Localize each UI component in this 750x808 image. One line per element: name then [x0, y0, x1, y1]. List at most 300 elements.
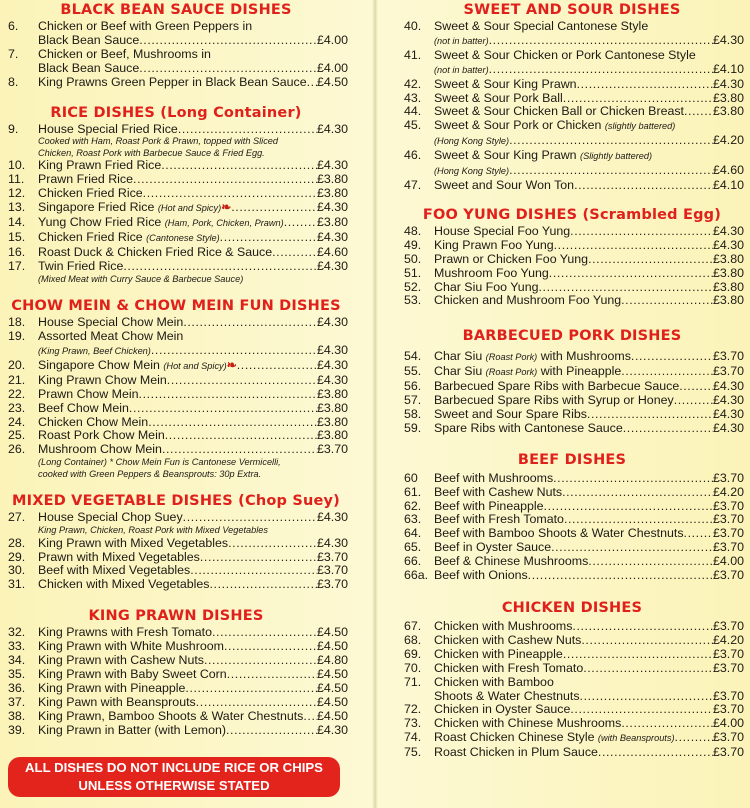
section-title: BARBECUED PORK DISHES: [462, 328, 682, 345]
item-name: Beef with Onions: [434, 568, 528, 583]
item-price: £3.80: [712, 265, 744, 280]
item-number: 58.: [404, 406, 422, 421]
item-price: £3.70: [316, 577, 348, 592]
item-number: 66.: [404, 554, 422, 569]
item-number: 36.: [8, 680, 26, 695]
menu-item: [4, 416, 348, 430]
item-price: £3.70: [712, 540, 744, 555]
item-number: 47.: [404, 177, 422, 192]
section-mixed-vegetable: [4, 492, 348, 592]
item-name: Chicken with Fresh Tomato: [434, 660, 584, 675]
menu-item: [4, 246, 348, 260]
item-description: King Prawn, Chicken, Roast Pork with Mixed Vegetables: [38, 525, 268, 536]
menu-item: [400, 569, 744, 583]
item-price: £4.10: [712, 177, 744, 192]
menu-item: [4, 159, 348, 173]
item-note: (not in batter): [434, 35, 489, 46]
item-name: Sweet & Sour King Prawn: [434, 148, 577, 163]
item-number: 9.: [8, 121, 19, 136]
item-number: 59.: [404, 420, 422, 435]
item-name: Char Siu Foo Yung: [434, 279, 539, 294]
item-name: Yung Chow Fried Rice: [38, 215, 162, 230]
item-note: (Ham, Pork, Chicken, Prawn): [164, 218, 284, 229]
menu-item: [4, 654, 348, 668]
item-price: £4.30: [316, 158, 348, 173]
item-number: 38.: [8, 708, 26, 723]
menu-item: [4, 640, 348, 654]
item-price: £4.60: [316, 244, 348, 259]
item-name: Chicken with Pineapple: [434, 646, 563, 661]
section-beef: [400, 451, 744, 583]
item-name: Char Siu: [434, 364, 483, 379]
item-name: Chicken in Oyster Sauce: [434, 702, 571, 717]
banner-line: ALL DISHES DO NOT INCLUDE RICE OR CHIPS: [25, 760, 323, 775]
menu-item: [400, 703, 744, 717]
item-name: Chicken or Beef with Green Peppers in: [38, 19, 253, 33]
item-number: 70.: [404, 660, 422, 675]
menu-item: [4, 187, 348, 201]
item-number: 30.: [8, 563, 26, 578]
item-price: £4.50: [316, 680, 348, 695]
item-name-cont: Shoots & Water Chestnuts: [434, 688, 580, 703]
item-name: Chicken with Mixed Vegetables: [38, 577, 210, 592]
item-name: Roast Chicken Chinese Style: [434, 730, 595, 745]
item-name: Sweet & Sour Chicken Ball or Chicken Breast: [434, 104, 684, 119]
item-number: 39.: [8, 722, 26, 737]
item-number: 26.: [8, 442, 26, 457]
chili-icon: ❧: [226, 357, 237, 372]
item-name: Beef with Bamboo Shoots & Water Chestnuts: [434, 526, 684, 541]
menu-item: [4, 402, 348, 416]
menu-item: [400, 676, 744, 704]
item-price: £4.30: [712, 406, 744, 421]
menu-item: [400, 513, 744, 527]
menu-item: [400, 500, 744, 514]
item-number: 54.: [404, 349, 422, 364]
item-price: £3.80: [316, 400, 348, 415]
item-note: (Roast Pork): [485, 352, 538, 363]
item-name: Chicken Fried Rice: [38, 186, 143, 201]
menu-item: [400, 408, 744, 422]
item-number: 17.: [8, 258, 26, 273]
menu-item: [400, 422, 744, 436]
item-number: 69.: [404, 646, 422, 661]
menu-item: [4, 551, 348, 565]
item-number: 7.: [8, 46, 19, 61]
item-price: £4.30: [316, 121, 348, 136]
item-price: £4.50: [316, 639, 348, 654]
item-price: £4.30: [316, 535, 348, 550]
section-sweet-sour: [400, 1, 744, 193]
item-number: 21.: [8, 372, 26, 387]
item-price: £3.80: [712, 90, 744, 105]
menu-item: [4, 374, 348, 388]
item-name: Beef Chow Mein: [38, 400, 129, 415]
item-name: Sweet & Sour King Prawn: [434, 76, 577, 91]
item-name: Prawn or Chicken Foo Yung: [434, 251, 589, 266]
item-number: 25.: [8, 428, 26, 443]
item-number: 75.: [404, 745, 422, 760]
item-number: 37.: [8, 694, 26, 709]
item-number: 73.: [404, 716, 422, 731]
item-number: 18.: [8, 315, 26, 330]
item-name: Assorted Meat Chow Mein: [38, 329, 184, 344]
item-number: 32.: [8, 625, 26, 640]
item-name: Sweet & Sour Special Cantonese Style: [434, 19, 649, 33]
item-price: £4.30: [316, 722, 348, 737]
item-price: £4.20: [712, 484, 744, 499]
menu-item: [4, 443, 348, 480]
item-name-cont: with Mushrooms: [540, 349, 631, 364]
item-name: Prawn with Mixed Vegetables: [38, 549, 200, 564]
menu-item: [4, 626, 348, 640]
menu-item: [400, 541, 744, 555]
item-number: 10.: [8, 158, 26, 173]
item-name: Chicken Fried Rice: [38, 229, 143, 244]
item-name: King Prawn Fried Rice: [38, 158, 162, 173]
item-note: (not in batter): [434, 64, 489, 75]
item-name: Chicken and Mushroom Foo Yung: [434, 293, 622, 308]
item-price: £3.80: [316, 428, 348, 443]
section-title: SWEET AND SOUR DISHES: [463, 2, 681, 18]
item-price: £3.70: [712, 470, 744, 485]
menu-item: [400, 179, 744, 193]
item-name: Sweet and Sour Spare Ribs: [434, 406, 587, 421]
item-name: Chicken with Cashew Nuts: [434, 632, 582, 647]
menu-item: [400, 350, 744, 365]
item-number: 55.: [404, 364, 422, 379]
item-name: Barbecued Spare Ribs with Syrup or Honey: [434, 393, 674, 408]
menu-item: [400, 119, 744, 149]
menu-item: [4, 330, 348, 359]
item-price: £4.50: [316, 708, 348, 723]
item-name: King Pawn with Beansprouts: [38, 694, 196, 709]
item-price: £3.70: [316, 442, 348, 457]
section-chow-mein: [4, 297, 348, 480]
item-price: £4.80: [316, 653, 348, 668]
item-name: Char Siu: [434, 349, 483, 364]
menu-item: [4, 173, 348, 187]
section-chicken: [400, 599, 744, 760]
item-number: 33.: [8, 639, 26, 654]
menu-item: [4, 260, 348, 285]
menu-item: [400, 620, 744, 634]
menu-item: [400, 92, 744, 106]
item-note: (King Prawn, Beef Chicken): [38, 346, 151, 356]
item-name: Chicken with Chinese Mushrooms: [434, 716, 622, 731]
menu-item: [4, 578, 348, 592]
item-number: 52.: [404, 279, 422, 294]
item-number: 13.: [8, 200, 26, 215]
item-number: 49.: [404, 237, 422, 252]
item-number: 28.: [8, 535, 26, 550]
menu-item: [4, 668, 348, 682]
item-number: 22.: [8, 386, 26, 401]
item-name: Prawn Fried Rice: [38, 172, 134, 187]
item-price: £4.30: [316, 357, 348, 372]
item-name: Prawn Chow Mein: [38, 386, 139, 401]
menu-item: [400, 365, 744, 380]
menu-item: [400, 472, 744, 486]
item-number: 41.: [404, 47, 422, 62]
item-price: £4.50: [316, 667, 348, 681]
item-price: £4.50: [316, 694, 348, 709]
item-number: 6.: [8, 19, 19, 33]
item-price: £4.30: [712, 379, 744, 394]
item-number: 42.: [404, 76, 422, 91]
item-number: 65.: [404, 540, 422, 555]
item-price: £4.30: [712, 32, 744, 47]
item-description: cooked with Green Peppers & Beansprouts: 30p Extra.: [38, 468, 262, 479]
menu-item: [400, 394, 744, 408]
menu-item: [4, 388, 348, 402]
item-price: £4.30: [316, 315, 348, 330]
item-price: £3.70: [712, 745, 744, 760]
item-price: £4.20: [712, 133, 744, 148]
menu-item: [400, 380, 744, 394]
page-fold: [372, 0, 378, 808]
item-name: Roast Duck & Chicken Fried Rice & Sauce: [38, 244, 273, 259]
section-king-prawn: [4, 607, 348, 737]
item-price: £4.30: [316, 510, 348, 525]
item-name: Mushroom Foo Yung: [434, 265, 549, 280]
menu-item: [400, 731, 744, 746]
item-price: £4.10: [712, 61, 744, 76]
menu-item: [400, 253, 744, 267]
item-description: (Long Container) * Chow Mein Fun is Cantonese Vermicelli,: [38, 457, 281, 468]
item-name: Barbecued Spare Ribs with Barbecue Sauce: [434, 379, 680, 394]
item-name: Roast Pork Chow Mein: [38, 428, 165, 443]
menu-item: [4, 682, 348, 696]
item-note: (Roast Pork): [485, 367, 538, 378]
item-price: £3.80: [712, 251, 744, 266]
item-number: 71.: [404, 674, 422, 689]
item-name: House Special Fried Rice: [38, 121, 178, 136]
item-name-cont: Black Bean Sauce: [38, 60, 140, 75]
menu-item: [400, 648, 744, 662]
item-name: Roast Chicken in Plum Sauce: [434, 745, 598, 760]
item-price: £4.00: [712, 554, 744, 569]
menu-item: [4, 76, 348, 90]
section-foo-yung: [400, 206, 744, 308]
item-price: £4.30: [712, 76, 744, 91]
item-name: King Prawn with Baby Sweet Corn: [38, 667, 227, 681]
menu-item: [400, 239, 744, 253]
item-number: 23.: [8, 400, 26, 415]
menu-item: [4, 216, 348, 231]
menu-item: [400, 634, 744, 648]
item-price: £3.70: [316, 549, 348, 564]
item-number: 14.: [8, 215, 26, 230]
banner-line: UNLESS OTHERWISE STATED: [78, 778, 270, 793]
menu-item: [400, 717, 744, 731]
menu-item: [400, 78, 744, 92]
item-description: Chicken, Roast Pork with Barbecue Sauce & Fried Egg.: [38, 147, 265, 158]
item-price: £3.80: [316, 414, 348, 429]
item-price: £3.80: [712, 293, 744, 308]
item-price: £3.80: [712, 279, 744, 294]
item-price: £4.30: [316, 258, 348, 273]
item-name: Chicken Chow Mein: [38, 414, 149, 429]
menu-item: [400, 149, 744, 179]
item-price: £4.30: [316, 200, 348, 215]
menu-item: [400, 662, 744, 676]
item-number: 67.: [404, 619, 422, 633]
menu-item: [400, 267, 744, 281]
left-column: [4, 0, 348, 738]
item-name: House Special Chow Mein: [38, 315, 184, 330]
item-name: House Special Chop Suey: [38, 510, 183, 525]
item-description: (Mixed Meat with Curry Sauce & Barbecue Sauce): [38, 273, 244, 284]
item-number: 31.: [8, 577, 26, 592]
item-price: £4.30: [316, 229, 348, 244]
item-price: £3.70: [712, 688, 744, 703]
item-name: Beef with Mushrooms: [434, 470, 554, 485]
item-number: 66a.: [404, 568, 429, 583]
item-number: 61.: [404, 484, 422, 499]
item-name: Mushroom Chow Mein: [38, 442, 162, 457]
menu-item: [4, 429, 348, 443]
item-price: £4.30: [712, 393, 744, 408]
item-name-cont: Black Bean Sauce: [38, 32, 140, 47]
item-price: £3.70: [712, 646, 744, 661]
item-note: (Hong Kong Style): [434, 136, 510, 147]
item-price: £4.30: [712, 420, 744, 435]
item-number: 53.: [404, 293, 422, 308]
item-name: Twin Fried Rice: [38, 258, 124, 273]
item-price: £3.70: [712, 660, 744, 675]
item-number: 43.: [404, 90, 422, 105]
item-name: Chicken with Mushrooms: [434, 619, 573, 633]
menu-item: [400, 105, 744, 119]
item-number: 27.: [8, 510, 26, 525]
item-price: £4.00: [712, 716, 744, 731]
item-price: £3.70: [712, 512, 744, 527]
item-name: Beef with Mixed Vegetables: [38, 563, 191, 578]
item-note: (Hot and Spicy): [163, 360, 227, 371]
item-number: 35.: [8, 667, 26, 681]
item-price: £4.00: [316, 60, 348, 75]
menu-item: [4, 123, 348, 160]
item-number: 50.: [404, 251, 422, 266]
item-number: 51.: [404, 265, 422, 280]
item-price: £4.30: [316, 372, 348, 387]
item-note: (Hot and Spicy): [157, 203, 222, 214]
menu-item: [4, 564, 348, 578]
item-number: 46.: [404, 148, 422, 163]
right-column: [400, 0, 744, 760]
menu-item: [400, 225, 744, 239]
menu-item: [400, 294, 744, 308]
item-price: £4.50: [316, 625, 348, 640]
item-number: 63.: [404, 512, 422, 527]
item-price: £3.70: [712, 619, 744, 633]
item-number: 45.: [404, 118, 422, 133]
menu-item: [4, 231, 348, 246]
item-number: 56.: [404, 379, 422, 394]
item-number: 62.: [404, 498, 422, 513]
item-name: King Prawn with White Mushroom: [38, 639, 224, 654]
section-title: RICE DISHES (Long Container): [50, 104, 302, 121]
menu-item: [400, 527, 744, 541]
item-note: (slightly battered): [604, 121, 676, 132]
item-number: 72.: [404, 702, 422, 717]
item-name: King Prawn Chow Mein: [38, 372, 167, 387]
item-name: Chicken or Beef, Mushrooms in: [38, 46, 211, 61]
item-name: King Prawns with Fresh Tomato: [38, 625, 213, 640]
section-rice: [4, 104, 348, 286]
section-title: FOO YUNG DISHES (Scrambled Egg): [422, 206, 722, 223]
item-name: House Special Foo Yung: [434, 223, 571, 238]
item-price: £4.50: [316, 74, 348, 89]
menu-item: [400, 555, 744, 569]
item-name: Sweet & Sour Pork or Chicken: [434, 118, 602, 133]
item-name: Spare Ribs with Cantonese Sauce: [434, 420, 623, 435]
menu-item: [400, 746, 744, 760]
item-number: 12.: [8, 186, 26, 201]
item-note: (with Beansprouts): [597, 733, 675, 744]
section-title: KING PRAWN DISHES: [88, 608, 264, 625]
item-name-cont: with Pineapple: [540, 364, 622, 379]
item-price: £4.00: [316, 32, 348, 47]
item-price: £3.70: [316, 563, 348, 578]
item-name: Beef with Pineapple: [434, 498, 544, 513]
item-price: £4.20: [712, 632, 744, 647]
item-number: 60: [404, 470, 418, 485]
item-name: Beef & Chinese Mushrooms: [434, 554, 589, 569]
notice-banner: [8, 757, 340, 797]
menu-item: [4, 710, 348, 724]
section-title: MIXED VEGETABLE DISHES (Chop Suey): [11, 493, 341, 510]
item-name: Beef in Oyster Sauce: [434, 540, 552, 555]
item-name: King Prawns Green Pepper in Black Bean Sauce: [38, 74, 307, 89]
item-name: Sweet and Sour Won Ton: [434, 177, 575, 192]
item-number: 20.: [8, 357, 26, 372]
item-note: (Cantonese Style): [146, 232, 220, 243]
menu-item: [4, 696, 348, 710]
item-number: 34.: [8, 653, 26, 668]
section-barbecued-pork: [400, 327, 744, 435]
item-number: 44.: [404, 104, 422, 119]
item-price: £3.80: [316, 215, 348, 230]
item-name: King Prawn, Bamboo Shoots & Water Chestnuts: [38, 708, 304, 723]
item-name: King Prawn with Pineapple: [38, 680, 186, 695]
item-number: 19.: [8, 329, 26, 344]
menu-item: [4, 359, 348, 374]
menu-item: [400, 20, 744, 49]
menu-item: [4, 537, 348, 551]
menu-item: [4, 201, 348, 216]
item-name: King Prawn in Batter (with Lemon): [38, 722, 227, 737]
menu-item: [4, 20, 348, 48]
menu-item: [400, 49, 744, 78]
item-name: Singapore Chow Mein: [38, 357, 160, 372]
item-name: King Prawn Foo Yung: [434, 237, 554, 252]
menu-item: [4, 48, 348, 76]
item-name: King Prawn with Mixed Vegetables: [38, 535, 229, 550]
item-price: £3.80: [316, 186, 348, 201]
item-name: Beef with Cashew Nuts: [434, 484, 563, 499]
item-price: £3.70: [712, 349, 744, 364]
item-note: (Hong Kong Style): [434, 166, 510, 177]
item-price: £3.70: [712, 730, 744, 745]
item-number: 64.: [404, 526, 422, 541]
menu-item: [4, 724, 348, 738]
item-name: Sweet & Sour Pork Ball: [434, 90, 563, 105]
item-name: King Prawn with Cashew Nuts: [38, 653, 204, 668]
item-name: Chicken with Bamboo: [434, 674, 554, 689]
section-title: CHICKEN DISHES: [501, 600, 643, 616]
